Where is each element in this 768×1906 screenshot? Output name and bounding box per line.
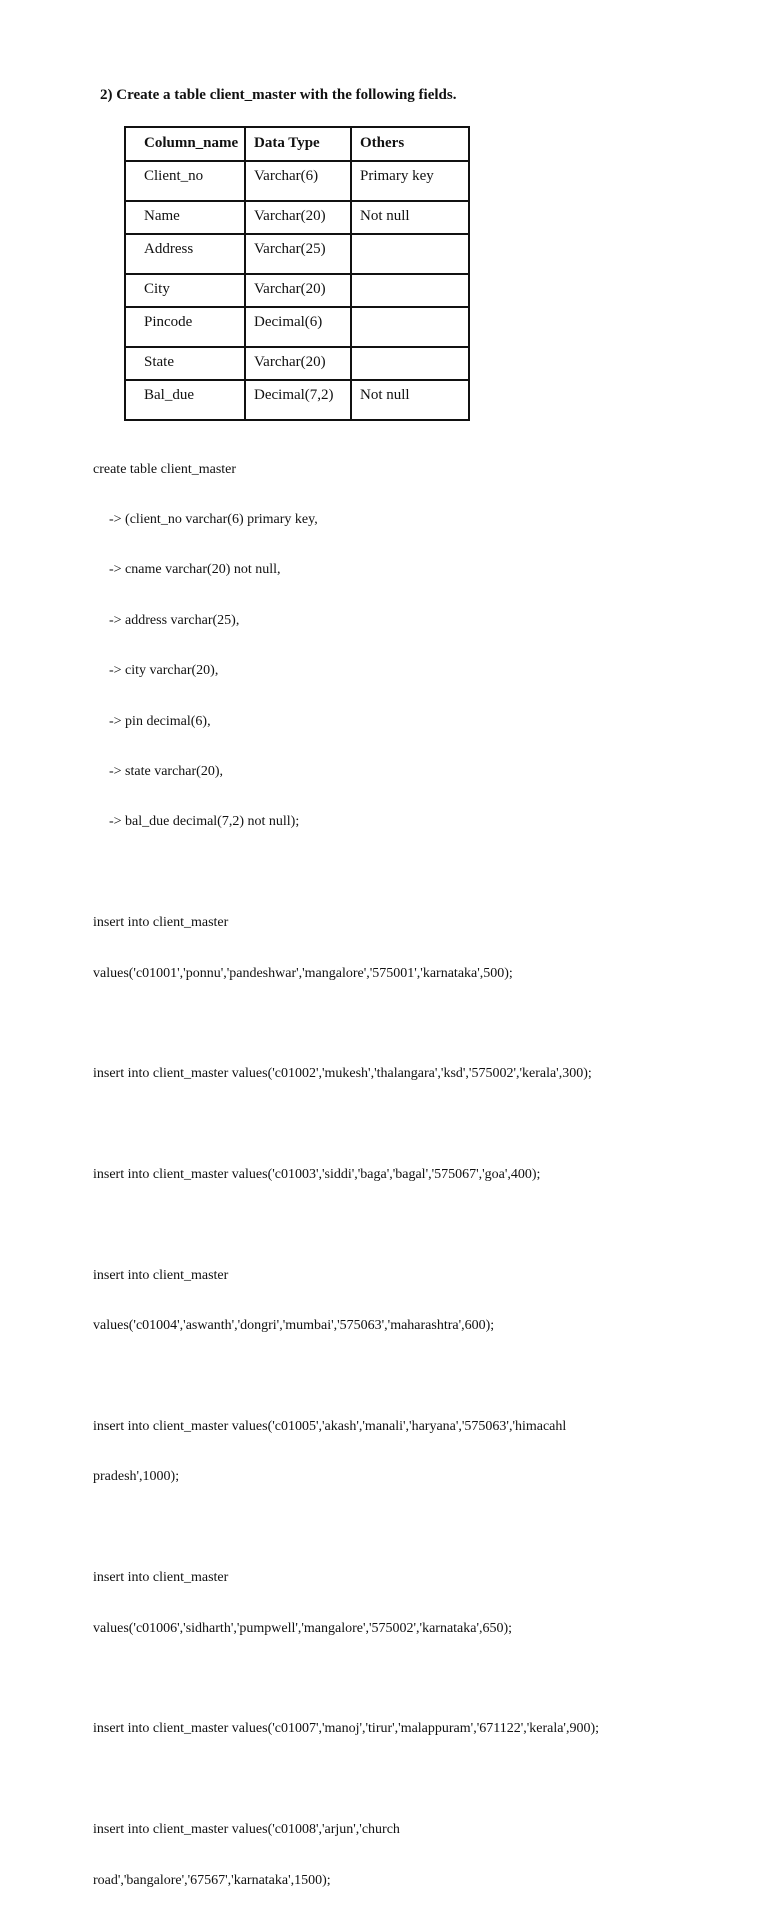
table-cell: Pincode	[125, 307, 245, 347]
section-heading: 2) Create a table client_master with the following fields.	[100, 87, 457, 103]
table-cell: Decimal(7,2)	[245, 380, 351, 420]
table-cell: Varchar(20)	[245, 201, 351, 234]
insert-statement-line: insert into client_master	[93, 1570, 229, 1586]
insert-statement-line: road','bangalore','67567','karnataka',1500);	[93, 1872, 331, 1888]
insert-statement-line: insert into client_master values('c01002','mukesh','thalangara','ksd','575002','kerala',300);	[93, 1066, 592, 1082]
table-cell: Client_no	[125, 161, 245, 201]
insert-statement-line: values('c01006','sidharth','pumpwell','mangalore','575002','karnataka',650);	[93, 1620, 513, 1636]
create-table-line: -> city varchar(20),	[109, 663, 219, 679]
table-cell	[351, 234, 469, 274]
insert-statement-line: insert into client_master values('c01007','manoj','tirur','malappuram','671122','kerala',900);	[93, 1721, 600, 1737]
column-header: Data Type	[245, 127, 351, 161]
insert-statement-line: insert into client_master	[93, 915, 229, 931]
insert-statement-line: insert into client_master values('c01003','siddi','baga','bagal','575067','goa',400);	[93, 1167, 541, 1183]
insert-statement-line: insert into client_master values('c01005','akash','manali','haryana','575063','himacahl	[93, 1419, 567, 1435]
table-row	[125, 201, 469, 234]
create-table-line: -> state varchar(20),	[109, 763, 224, 779]
table-row	[125, 234, 469, 274]
insert-statement-line: insert into client_master	[93, 1267, 229, 1283]
table-cell: Decimal(6)	[245, 307, 351, 347]
create-table-line: -> (client_no varchar(6) primary key,	[109, 511, 318, 527]
column-header: Column_name	[125, 127, 245, 161]
create-table-line: create table client_master	[93, 461, 237, 477]
insert-statement-line: pradesh',1000);	[93, 1469, 180, 1485]
table-cell: Not null	[351, 380, 469, 420]
table-cell: Varchar(6)	[245, 161, 351, 201]
table-cell: Not null	[351, 201, 469, 234]
sql-code-block	[93, 428, 599, 1906]
table-cell	[351, 307, 469, 347]
table-header-row	[125, 127, 469, 161]
create-table-line: -> address varchar(25),	[109, 612, 240, 628]
table-cell	[351, 347, 469, 380]
table-cell: Varchar(20)	[245, 347, 351, 380]
table-cell: Name	[125, 201, 245, 234]
create-table-line: -> cname varchar(20) not null,	[109, 562, 281, 578]
create-table-line: -> bal_due decimal(7,2) not null);	[109, 814, 300, 830]
table-cell: Varchar(20)	[245, 274, 351, 307]
table-cell: City	[125, 274, 245, 307]
table-cell: Primary key	[351, 161, 469, 201]
insert-statement-line: values('c01004','aswanth','dongri','mumbai','575063','maharashtra',600);	[93, 1318, 495, 1334]
table-row	[125, 274, 469, 307]
table-row	[125, 161, 469, 201]
column-header: Others	[351, 127, 469, 161]
insert-statement-line: values('c01001','ponnu','pandeshwar','mangalore','575001','karnataka',500);	[93, 965, 513, 981]
table-row	[125, 347, 469, 380]
create-table-line: -> pin decimal(6),	[109, 713, 211, 729]
table-cell	[351, 274, 469, 307]
fields-table	[124, 126, 470, 421]
insert-statement-line: insert into client_master values('c01008','arjun','church	[93, 1822, 400, 1838]
table-cell: State	[125, 347, 245, 380]
table-cell: Varchar(25)	[245, 234, 351, 274]
table-cell: Bal_due	[125, 380, 245, 420]
table-cell: Address	[125, 234, 245, 274]
table-row	[125, 380, 469, 420]
table-row	[125, 307, 469, 347]
